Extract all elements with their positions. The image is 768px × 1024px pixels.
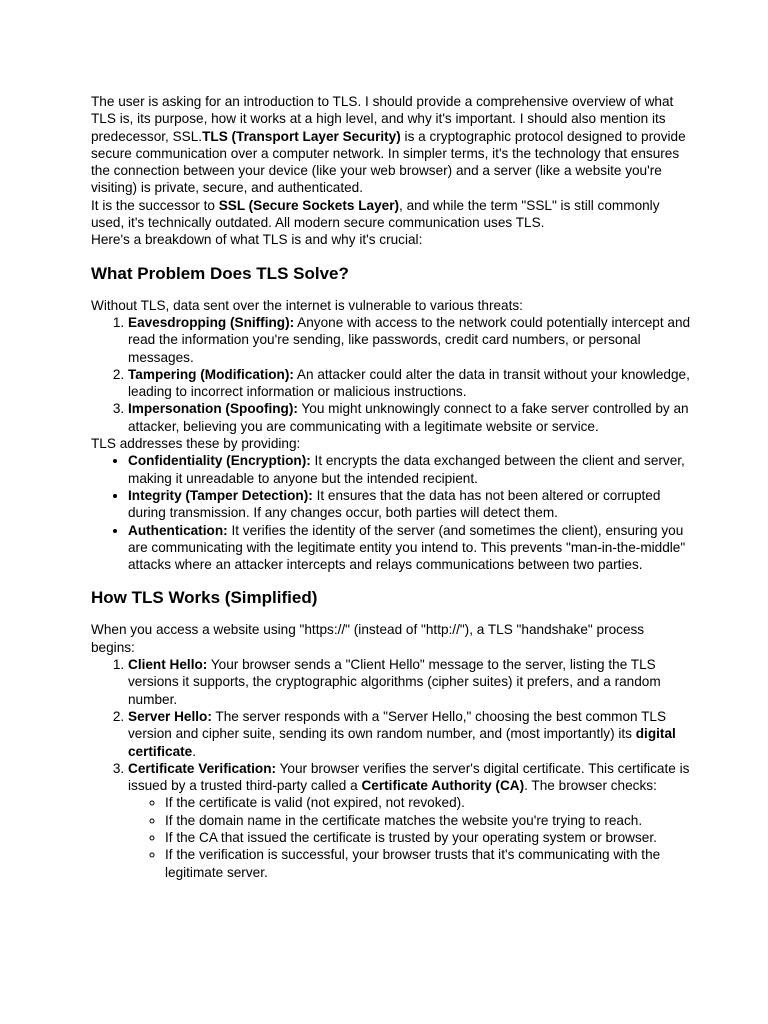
tls-term: TLS (Transport Layer Security) bbox=[202, 128, 401, 144]
intro-paragraph: The user is asking for an introduction to TLS. I should provide a comprehensive overview of what TLS is, its purpose, how it works at a high level, and why it's important. I should also mention its predecessor, SSL.TLS (Transport Layer Security) is a cryptographic protocol designed to provide secure communication over a computer network. In simpler terms, it's the technology that ensures the connection between your device (like your web browser) and a server (like a website you're visiting) is private, secure, and authenticated. bbox=[91, 94, 686, 196]
list-item: ◦ If the domain name in the certificate matches the website you're trying to reach. bbox=[165, 812, 691, 829]
list-item: 1. Client Hello: Your browser sends a "Client Hello" message to the server, listing the TLS versions it supports, the cryptographic algorithms (cipher suites) it prefers, and a random number. bbox=[128, 656, 691, 708]
section-heading-problem: What Problem Does TLS Solve? bbox=[91, 263, 349, 283]
certificate-checks-list bbox=[128, 794, 691, 880]
list-item: • Authentication: It verifies the identity of the server (and sometimes the client), ensuring you are communicating with the legitimate entity you intend to. This prevents "man-in-the-middle" attacks where an attacker intercepts and relays communications between two parties. bbox=[128, 522, 691, 574]
list-item: ◦ If the CA that issued the certificate is trusted by your operating system or browser. bbox=[165, 829, 691, 846]
list-item: • Integrity (Tamper Detection): It ensures that the data has not been altered or corrupted during transmission. If any changes occur, both parties will detect them. bbox=[128, 487, 691, 522]
handshake-lead: When you access a website using "https://" (instead of "http://"), a TLS "handshake" process begins: bbox=[91, 622, 645, 655]
document-page bbox=[91, 93, 691, 881]
threats-lead: Without TLS, data sent over the internet is vulnerable to various threats: bbox=[91, 297, 523, 313]
threats-list bbox=[91, 314, 691, 435]
list-item: ◦ If the certificate is valid (not expired, not revoked). bbox=[165, 794, 691, 811]
handshake-steps-list bbox=[91, 656, 691, 881]
list-item: 3. Impersonation (Spoofing): You might unknowingly connect to a fake server controlled by an attacker, believing you are communicating with a legitimate website or service. bbox=[128, 400, 691, 435]
section-heading-how-it-works: How TLS Works (Simplified) bbox=[91, 588, 318, 608]
ssl-paragraph: It is the successor to SSL (Secure Sockets Layer), and while the term "SSL" is still commonly used, it's technically outdated. All modern secure communication uses TLS. bbox=[91, 197, 660, 231]
list-item: 2. Tampering (Modification): An attacker could alter the data in transit without your knowledge, leading to incorrect information or malicious instructions. bbox=[128, 366, 691, 401]
breakdown-paragraph: Here's a breakdown of what TLS is and why it's crucial: bbox=[91, 232, 423, 248]
list-item: 2. Server Hello: The server responds with a "Server Hello," choosing the best common TLS version and cipher suite, sending its own random number, and (most importantly) its digital certificate. bbox=[128, 708, 691, 760]
list-item: 3. Certificate Verification: Your browser verifies the server's digital certificate. This certificate is issued by a trusted third-party called a Certificate Authority (CA). The browser checks: ◦ If the certificate is valid (not expired, not revoked). ◦ If the domain name in the certificate matches the website you're trying to reach. ◦ If the CA that issued the certificate is trusted by your operating system or browser. ◦ If the verification is successful, your browser trusts that it's communicating with the legitimate server. bbox=[128, 760, 691, 881]
provides-list bbox=[91, 452, 691, 573]
ssl-term: SSL (Secure Sockets Layer) bbox=[218, 197, 400, 213]
list-item: 1. Eavesdropping (Sniffing): Anyone with access to the network could potentially intercept and read the information you're sending, like passwords, credit card numbers, or personal messages. bbox=[128, 314, 691, 366]
list-item: ◦ If the verification is successful, your browser trusts that it's communicating with the legitimate server. bbox=[165, 846, 691, 881]
list-item: • Confidentiality (Encryption): It encrypts the data exchanged between the client and server, making it unreadable to anyone but the intended recipient. bbox=[128, 452, 691, 487]
addresses-lead: TLS addresses these by providing: bbox=[91, 436, 301, 452]
